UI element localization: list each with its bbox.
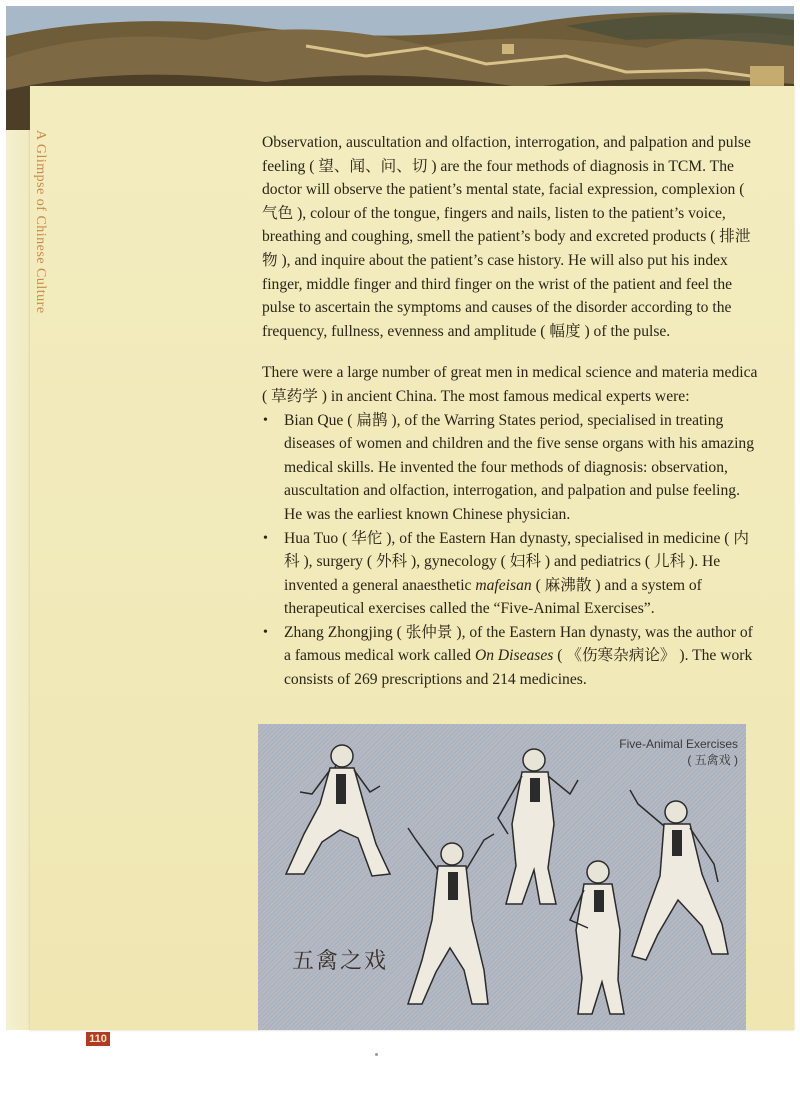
page-margin-strip	[6, 130, 32, 1030]
main-text	[262, 131, 762, 692]
page-number-badge: 110	[86, 1032, 110, 1046]
bullet-icon: •	[263, 530, 268, 546]
illustration-caption	[619, 736, 738, 768]
caption-english: Five-Animal Exercises	[619, 737, 738, 751]
bullet-icon: •	[263, 624, 268, 640]
caption-chinese: ( 五禽戏 )	[687, 753, 738, 767]
page-dot	[375, 1053, 378, 1056]
list-item-hua-tuo: • Hua Tuo ( 华佗 ), of the Eastern Han dynasty, specialised in medicine ( 内科 ), surgery ( 外科 ), gynecology ( 妇科 ) and pediatrics ( 儿科 ). He invented a general anaesthetic mafeisan ( 麻沸散 ) and a system of therapeutical exercises called the “Five-Animal Exercises”.	[262, 527, 762, 621]
paragraph-medical-experts: There were a large number of great men in medical science and materia medica ( 草药学 ) in ancient China. The most famous medical experts were:	[262, 364, 758, 405]
figure-tiger-pose	[272, 734, 402, 894]
bullet-icon: •	[263, 412, 268, 428]
figure-deer-pose	[558, 850, 638, 1020]
illustration-calligraphy-title: 五禽之戏	[292, 949, 389, 974]
list-item-zhang-zhongjing: • Zhang Zhongjing ( 张仲景 ), of the Eastern Han dynasty, was the author of a famous medical work called On Diseases ( 《伤寒杂病论》 ). The work consists of 269 prescriptions and 214 medicines.	[262, 621, 762, 692]
figure-bear-pose	[398, 820, 508, 1010]
experts-list	[262, 409, 762, 692]
list-item-bian-que: • Bian Que ( 扁鹊 ), of the Warring States period, specialised in treating diseases of women and children and the five sense organs with his amazing medical skills. He invented the four methods of diagnosis: observation, auscultation and olfaction, interrogation, and palpation and pulse feeling. He was the earliest known Chinese physician.	[262, 409, 762, 527]
paragraph-diagnosis: Observation, auscultation and olfaction, interrogation, and palpation and pulse feeling ( 望、闻、问、切 ) are the four methods of diagnosis in TCM. The doctor will observe the patient’s mental state, facial expression, complexion ( 气色 ), colour of the tongue, fingers and nails, listen to the patient’s voice, breathing and coughing, smell the patient’s body and excreted products ( 排泄物 ), and inquire about the patient’s case history. He will also put his index finger, middle finger and third finger on the wrist of the patient and feel the pulse to ascertain the symptoms and causes of the disorder according to the frequency, fullness, evenness and amplitude ( 幅度 ) of the pulse.	[262, 134, 751, 340]
five-animal-exercises-illustration	[258, 724, 746, 1030]
running-book-title: A Glimpse of Chinese Culture	[33, 130, 48, 314]
